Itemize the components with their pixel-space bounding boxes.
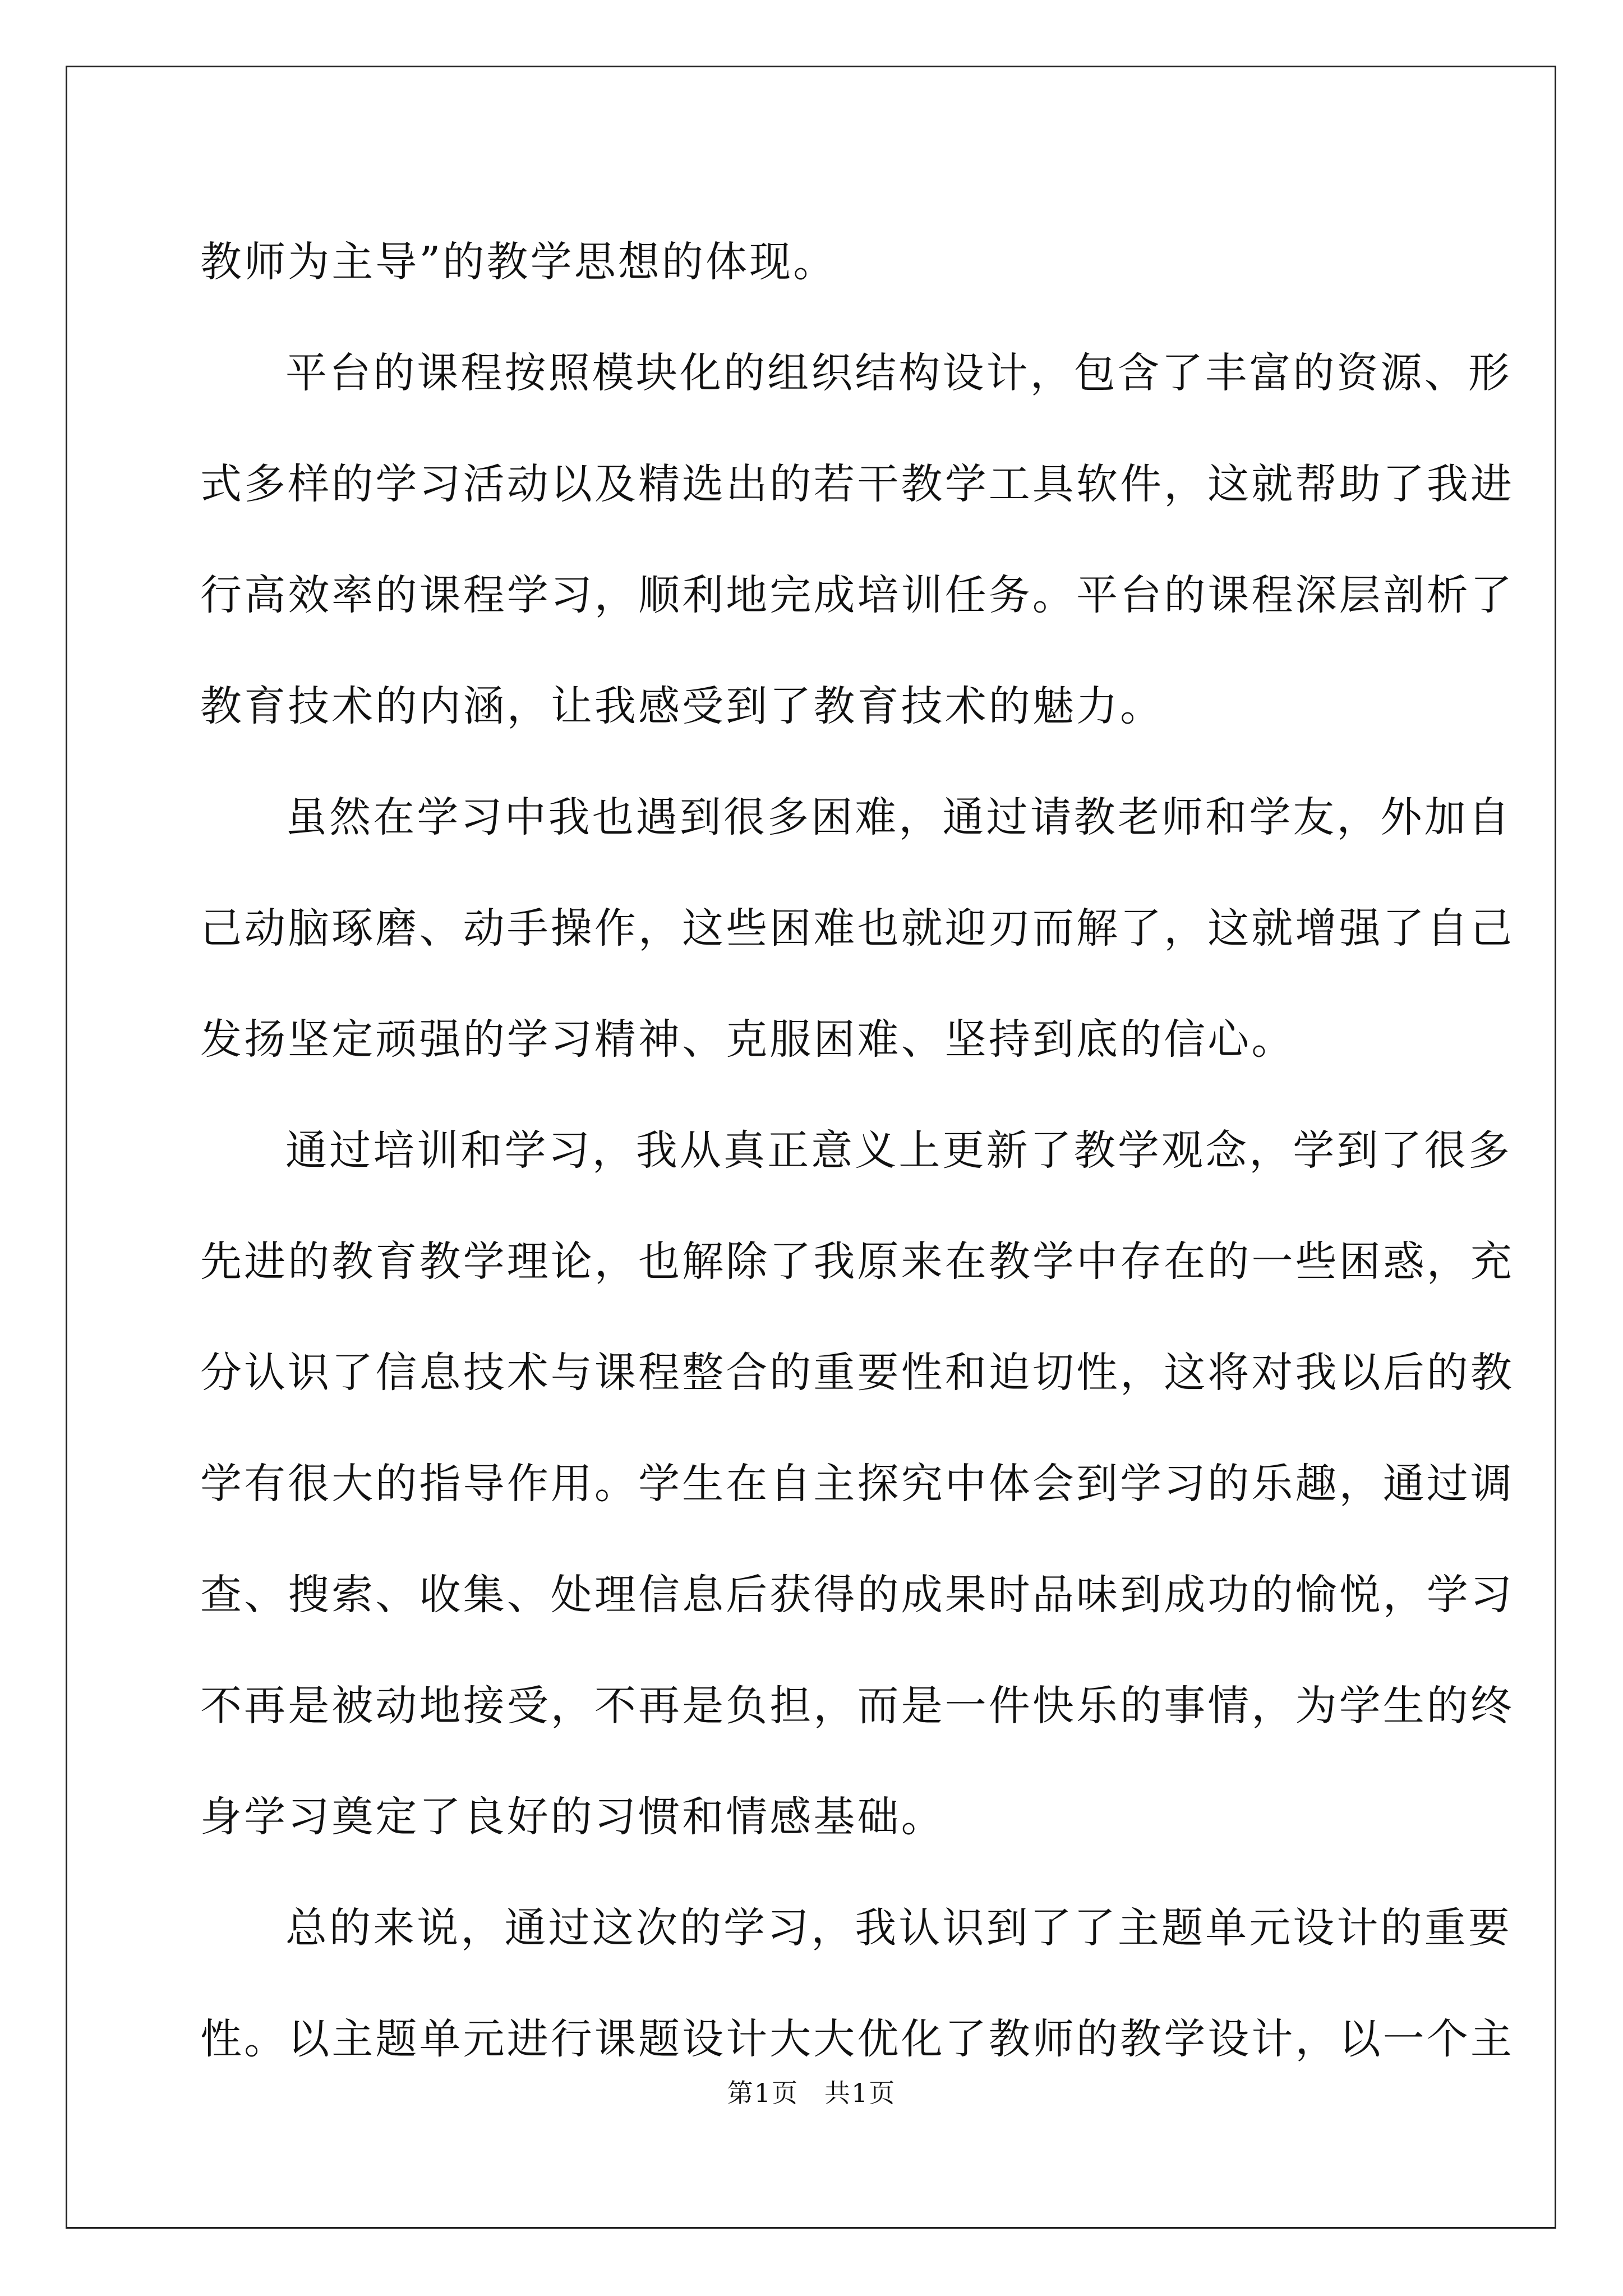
text-line: 查、搜索、收集、处理信息后获得的成果时品味到成功的愉悦，学习	[200, 1571, 1514, 1619]
text-line: 不再是被动地接受，不再是负担，而是一件快乐的事情，为学生的终	[200, 1682, 1514, 1730]
text-line: 先进的教育教学理论，也解除了我原来在教学中存在的一些困惑，充	[200, 1237, 1514, 1286]
text-line: 己动脑琢磨、动手操作，这些困难也就迎刃而解了，这就增强了自己	[200, 904, 1514, 953]
text-line: 行高效率的课程学习，顺利地完成培训任务。平台的课程深层剖析了	[200, 571, 1514, 619]
page-number: 第1页	[727, 2078, 799, 2108]
page-total: 共1页	[824, 2078, 896, 2108]
text-line: 通过培训和学习，我从真正意义上更新了教学观念，学到了很多	[285, 1126, 1512, 1175]
page-footer	[0, 2073, 1623, 2110]
text-line: 性。以主题单元进行课题设计大大优化了教师的教学设计，以一个主	[200, 2015, 1514, 2063]
text-line: 学有很大的指导作用。学生在自主探究中体会到学习的乐趣，通过调	[200, 1460, 1514, 1508]
text-line: 发扬坚定顽强的学习精神、克服困难、坚持到底的信心。	[200, 1015, 1295, 1064]
text-lines	[200, 206, 1514, 2095]
text-line: 分认识了信息技术与课程整合的重要性和迫切性，这将对我以后的教	[200, 1349, 1514, 1397]
text-line: 式多样的学习活动以及精选出的若干教学工具软件，这就帮助了我进	[200, 460, 1514, 508]
text-line: 教育技术的内涵，让我感受到了教育技术的魅力。	[200, 682, 1164, 730]
text-line: 平台的课程按照模块化的组织结构设计，包含了丰富的资源、形	[285, 349, 1512, 397]
document-body	[200, 206, 1514, 2095]
text-line: 身学习奠定了良好的习惯和情感基础。	[200, 1793, 945, 1841]
text-line: 教师为主导”的教学思想的体现。	[200, 238, 837, 286]
text-line: 虽然在学习中我也遇到很多困难，通过请教老师和学友，外加自	[285, 793, 1512, 841]
text-line: 总的来说，通过这次的学习，我认识到了了主题单元设计的重要	[285, 1904, 1512, 1952]
